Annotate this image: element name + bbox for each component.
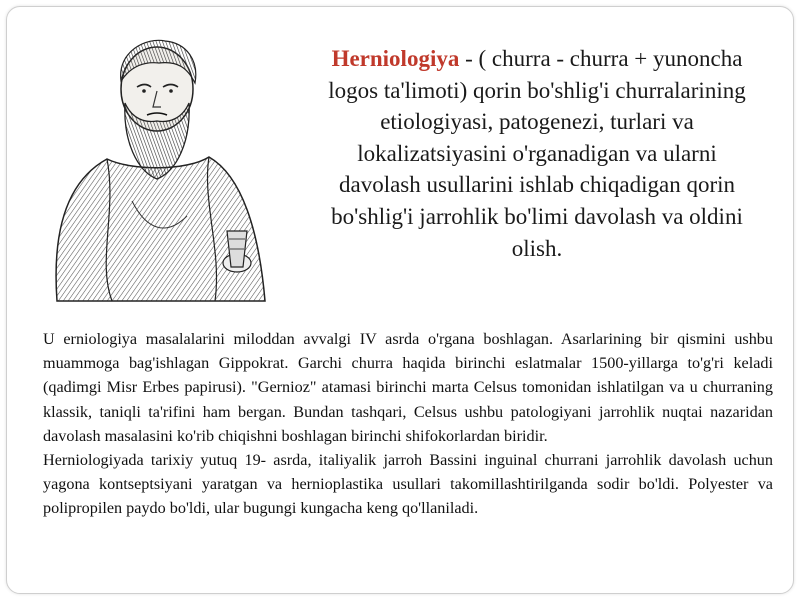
title-definition: - ( churra - churra + yunoncha logos ta'limoti) qorin bo'shlig'i churralarining etiologiyasi, patogenezi, turlari va lokalizatsiyasini o'rganadigan va ularni davolash usullarini ishlab chiqadigan qorin bo'shlig'i jarrohlik bo'limi davolash va oldini olish. (328, 46, 746, 261)
title-term: Herniologiya (331, 46, 460, 71)
portrait-image (37, 31, 277, 309)
body-text (43, 327, 773, 521)
bearded-sage-engraving-icon (37, 31, 277, 309)
definition-heading (317, 43, 757, 264)
slide (6, 6, 794, 594)
body-paragraph-1: U erniologiya masalalarini miloddan avvalgi IV asrda o'rgana boshlagan. Asarlarining bir qismini ushbu muammoga bag'ishlagan Gippokrat. Garchi churra haqida birinchi eslatmalar 1500-yillarga to'g'ri keladi (qadimgi Misr Erbes papirusi). "Gernioz" atamasi birinchi marta Celsus tomonidan ishlatilgan va u churraning klassik, taniqli ta'rifini ham bergan. Bundan tashqari, Celsus ushbu patologiyani jarrohlik nuqtai nazaridan davolash masalasini ko'rib chiqishni boshlagan birinchi shifokorlardan biridir. (43, 330, 773, 445)
body-paragraph-2: Herniologiyada tarixiy yutuq 19- asrda, italiyalik jarroh Bassini inguinal churrani jarrohlik davolash uchun yagona kontseptsiyani yaratgan va hernioplastika usullari takomillashtirilganda sodir bo'ldi. Polyester va polipropilen paydo bo'ldi, ular bugungi kungacha keng qo'llaniladi. (43, 451, 773, 518)
